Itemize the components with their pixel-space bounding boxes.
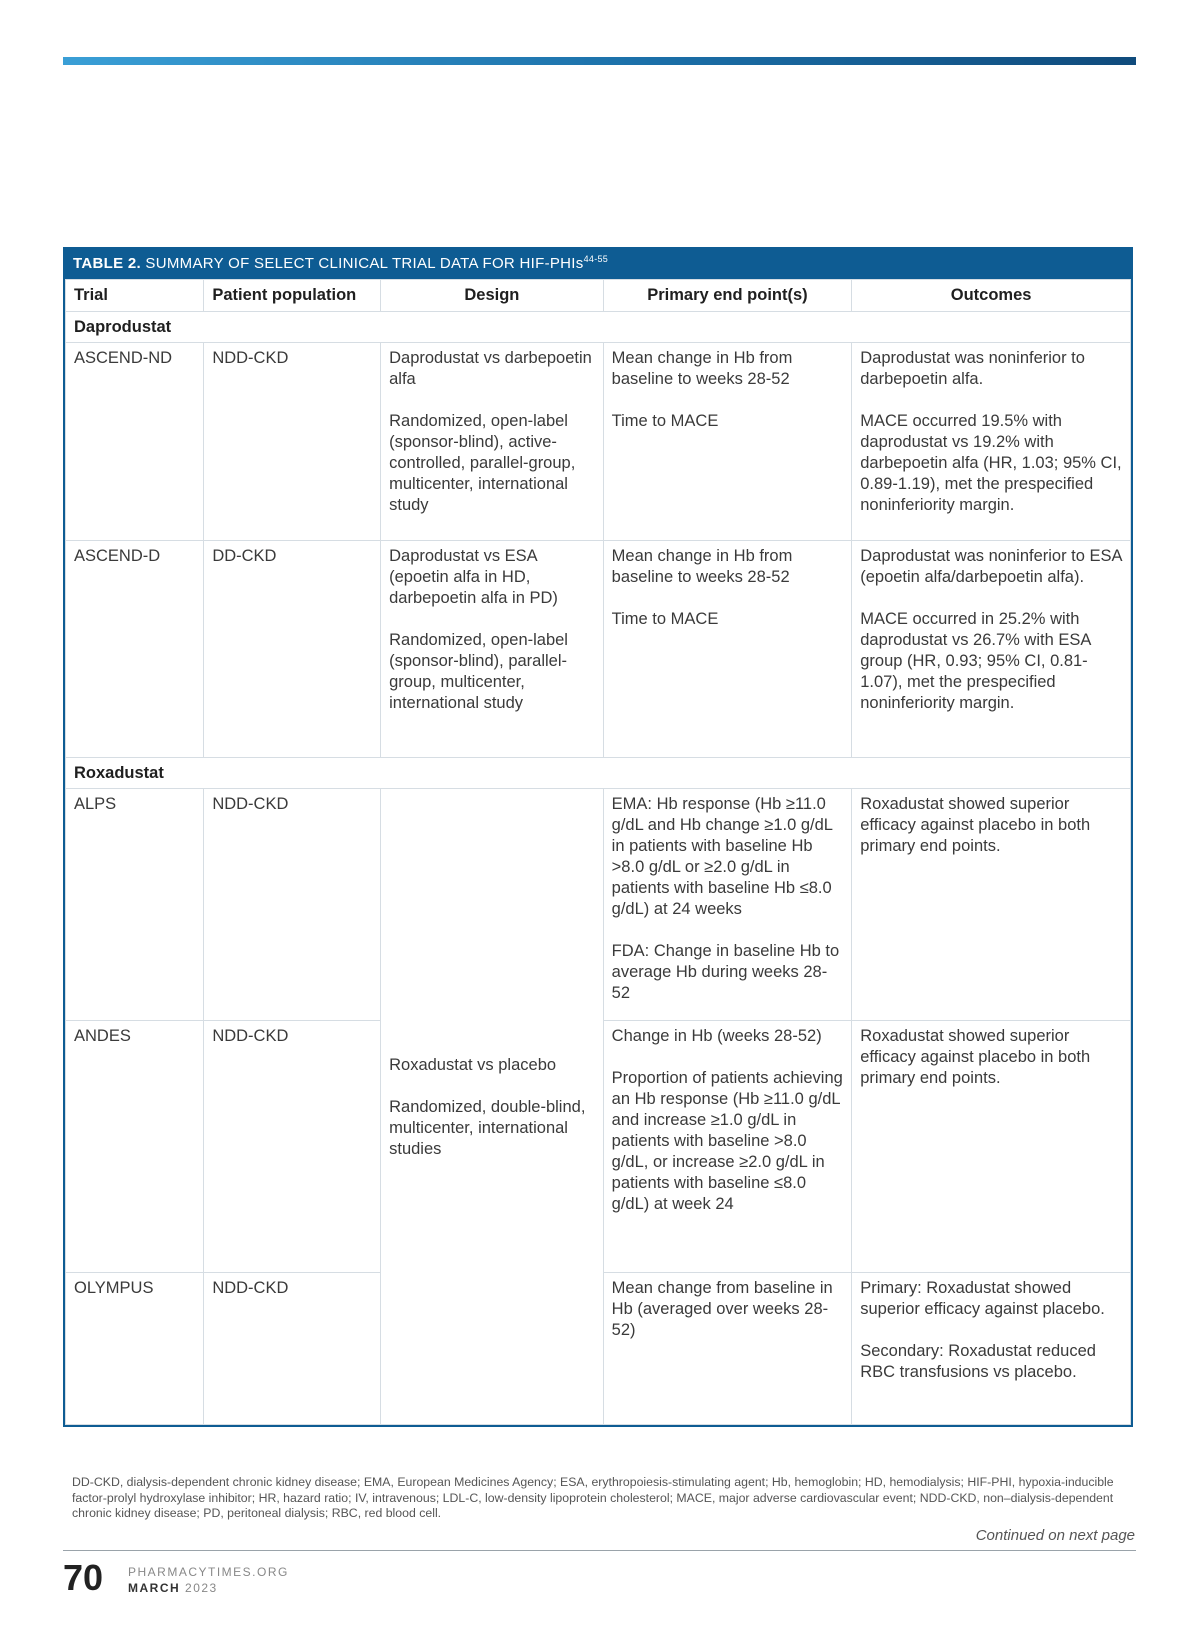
group-label: Daprodustat bbox=[66, 312, 1131, 343]
table-title bbox=[65, 249, 1131, 279]
table-label: TABLE 2. bbox=[73, 255, 141, 272]
outcome-cell bbox=[852, 789, 1131, 1021]
endpoint-cell bbox=[603, 789, 852, 1021]
endpoint-text: Mean change in Hb from baseline to weeks 28-52 bbox=[611, 349, 793, 388]
trial-name: ALPS bbox=[66, 789, 204, 1021]
design-cell-shared bbox=[381, 789, 604, 1425]
patient-population: NDD-CKD bbox=[204, 789, 381, 1021]
endpoint-text: Time to MACE bbox=[611, 412, 719, 430]
group-label: Roxadustat bbox=[66, 758, 1131, 789]
endpoint-text: Mean change from baseline in Hb (averaged over weeks 28-52) bbox=[611, 1279, 833, 1339]
trial-name: ASCEND-ND bbox=[66, 343, 204, 541]
trial-name: OLYMPUS bbox=[66, 1273, 204, 1425]
design-cell bbox=[381, 541, 604, 758]
endpoint-text: Mean change in Hb from baseline to weeks 28-52 bbox=[611, 547, 793, 586]
endpoint-text: Change in Hb (weeks 28-52) bbox=[611, 1027, 822, 1045]
header-trial: Trial bbox=[66, 280, 204, 312]
design-text: Daprodustat vs ESA (epoetin alfa in HD, darbepoetin alfa in PD) bbox=[389, 547, 558, 607]
endpoint-text: FDA: Change in baseline Hb to average Hb during weeks 28-52 bbox=[611, 942, 840, 1002]
outcome-cell bbox=[852, 541, 1131, 758]
outcome-text: MACE occurred in 25.2% with daprodustat vs 26.7% with ESA group (HR, 0.93; 95% CI, 0.81-1.07), met the prespecified noninferiority margin. bbox=[860, 610, 1091, 712]
outcome-text: Roxadustat showed superior efficacy against placebo in both primary end points. bbox=[860, 795, 1091, 855]
header-endpoints: Primary end point(s) bbox=[603, 280, 852, 312]
design-text: Randomized, double-blind, multicenter, international studies bbox=[389, 1097, 586, 1158]
outcome-text: Roxadustat showed superior efficacy against placebo in both primary end points. bbox=[860, 1027, 1091, 1087]
endpoint-cell bbox=[603, 1021, 852, 1273]
site-name: PHARMACYTIMES.ORG bbox=[128, 1565, 289, 1579]
trial-name: ASCEND-D bbox=[66, 541, 204, 758]
endpoint-text: Proportion of patients achieving an Hb response (Hb ≥11.0 g/dL and increase ≥1.0 g/dL in patients with baseline >8.0 g/dL, or increase ≥2.0 g/dL in patients with baseline ≤8.0 g/dL) at week 24 bbox=[611, 1069, 843, 1213]
table-footnote: DD-CKD, dialysis-dependent chronic kidney disease; EMA, European Medicines Agency; ESA, erythropoiesis-stimulating agent; Hb, hemoglobin; HD, hemodialysis; HIF-PHI, hypoxia-inducible factor-prolyl hydroxylase inhibitor; HR, hazard ratio; IV, intravenous; LDL-C, low-density lipoprotein cholesterol; MACE, major adverse cardiovascular event; NDD-CKD, non–dialysis-dependent chronic kidney disease; PD, peritoneal dialysis; RBC, red blood cell. bbox=[72, 1475, 1114, 1520]
outcome-text: Daprodustat was noninferior to ESA (epoetin alfa/darbepoetin alfa). bbox=[860, 547, 1122, 586]
design-text: Randomized, open-label (sponsor-blind), active-controlled, parallel-group, multicenter, international study bbox=[389, 412, 576, 514]
page-number: 70 bbox=[63, 1557, 104, 1598]
group-row-daprodustat bbox=[66, 312, 1131, 343]
endpoint-cell bbox=[603, 343, 852, 541]
patient-population: NDD-CKD bbox=[204, 1273, 381, 1425]
patient-population: DD-CKD bbox=[204, 541, 381, 758]
header-design: Design bbox=[381, 280, 604, 312]
outcome-text: Secondary: Roxadustat reduced RBC transfusions vs placebo. bbox=[860, 1342, 1096, 1381]
issue-date bbox=[128, 1581, 218, 1595]
table-row bbox=[66, 343, 1131, 541]
trial-data-table bbox=[65, 279, 1131, 1425]
design-text: Daprodustat vs darbepoetin alfa bbox=[389, 349, 592, 388]
top-accent-bar bbox=[63, 57, 1136, 65]
endpoint-cell bbox=[603, 541, 852, 758]
table-title-text: SUMMARY OF SELECT CLINICAL TRIAL DATA FOR HIF-PHIs bbox=[140, 255, 584, 272]
design-cell bbox=[381, 343, 604, 541]
header-population: Patient population bbox=[204, 280, 381, 312]
continued-note: Continued on next page bbox=[975, 1527, 1135, 1544]
issue-month: MARCH bbox=[128, 1581, 181, 1595]
header-row bbox=[66, 280, 1131, 312]
outcome-text: Primary: Roxadustat showed superior efficacy against placebo. bbox=[860, 1279, 1105, 1318]
patient-population: NDD-CKD bbox=[204, 1021, 381, 1273]
outcome-cell bbox=[852, 343, 1131, 541]
issue-year: 2023 bbox=[185, 1581, 218, 1595]
table-row bbox=[66, 789, 1131, 1021]
table-title-ref: 44-55 bbox=[583, 254, 609, 264]
endpoint-text: EMA: Hb response (Hb ≥11.0 g/dL and Hb change ≥1.0 g/dL in patients with baseline Hb >8.0 g/dL or ≥2.0 g/dL in patients with baseline Hb ≤8.0 g/dL) at 24 weeks bbox=[611, 795, 833, 918]
group-row-roxadustat bbox=[66, 758, 1131, 789]
endpoint-text: Time to MACE bbox=[611, 610, 719, 628]
patient-population: NDD-CKD bbox=[204, 343, 381, 541]
design-text: Randomized, open-label (sponsor-blind), parallel-group, multicenter, international study bbox=[389, 631, 568, 712]
trial-name: ANDES bbox=[66, 1021, 204, 1273]
table-row bbox=[66, 541, 1131, 758]
outcome-text: Daprodustat was noninferior to darbepoetin alfa. bbox=[860, 349, 1085, 388]
endpoint-cell bbox=[603, 1273, 852, 1425]
header-outcomes: Outcomes bbox=[852, 280, 1131, 312]
outcome-cell bbox=[852, 1273, 1131, 1425]
outcome-text: MACE occurred 19.5% with daprodustat vs 19.2% with darbepoetin alfa (HR, 1.03; 95% CI, 0.89-1.19), met the prespecified noninferiority margin. bbox=[860, 412, 1122, 514]
footer-rule bbox=[63, 1550, 1136, 1551]
design-text: Roxadustat vs placebo bbox=[389, 1055, 557, 1074]
clinical-trial-table bbox=[63, 247, 1133, 1427]
outcome-cell bbox=[852, 1021, 1131, 1273]
